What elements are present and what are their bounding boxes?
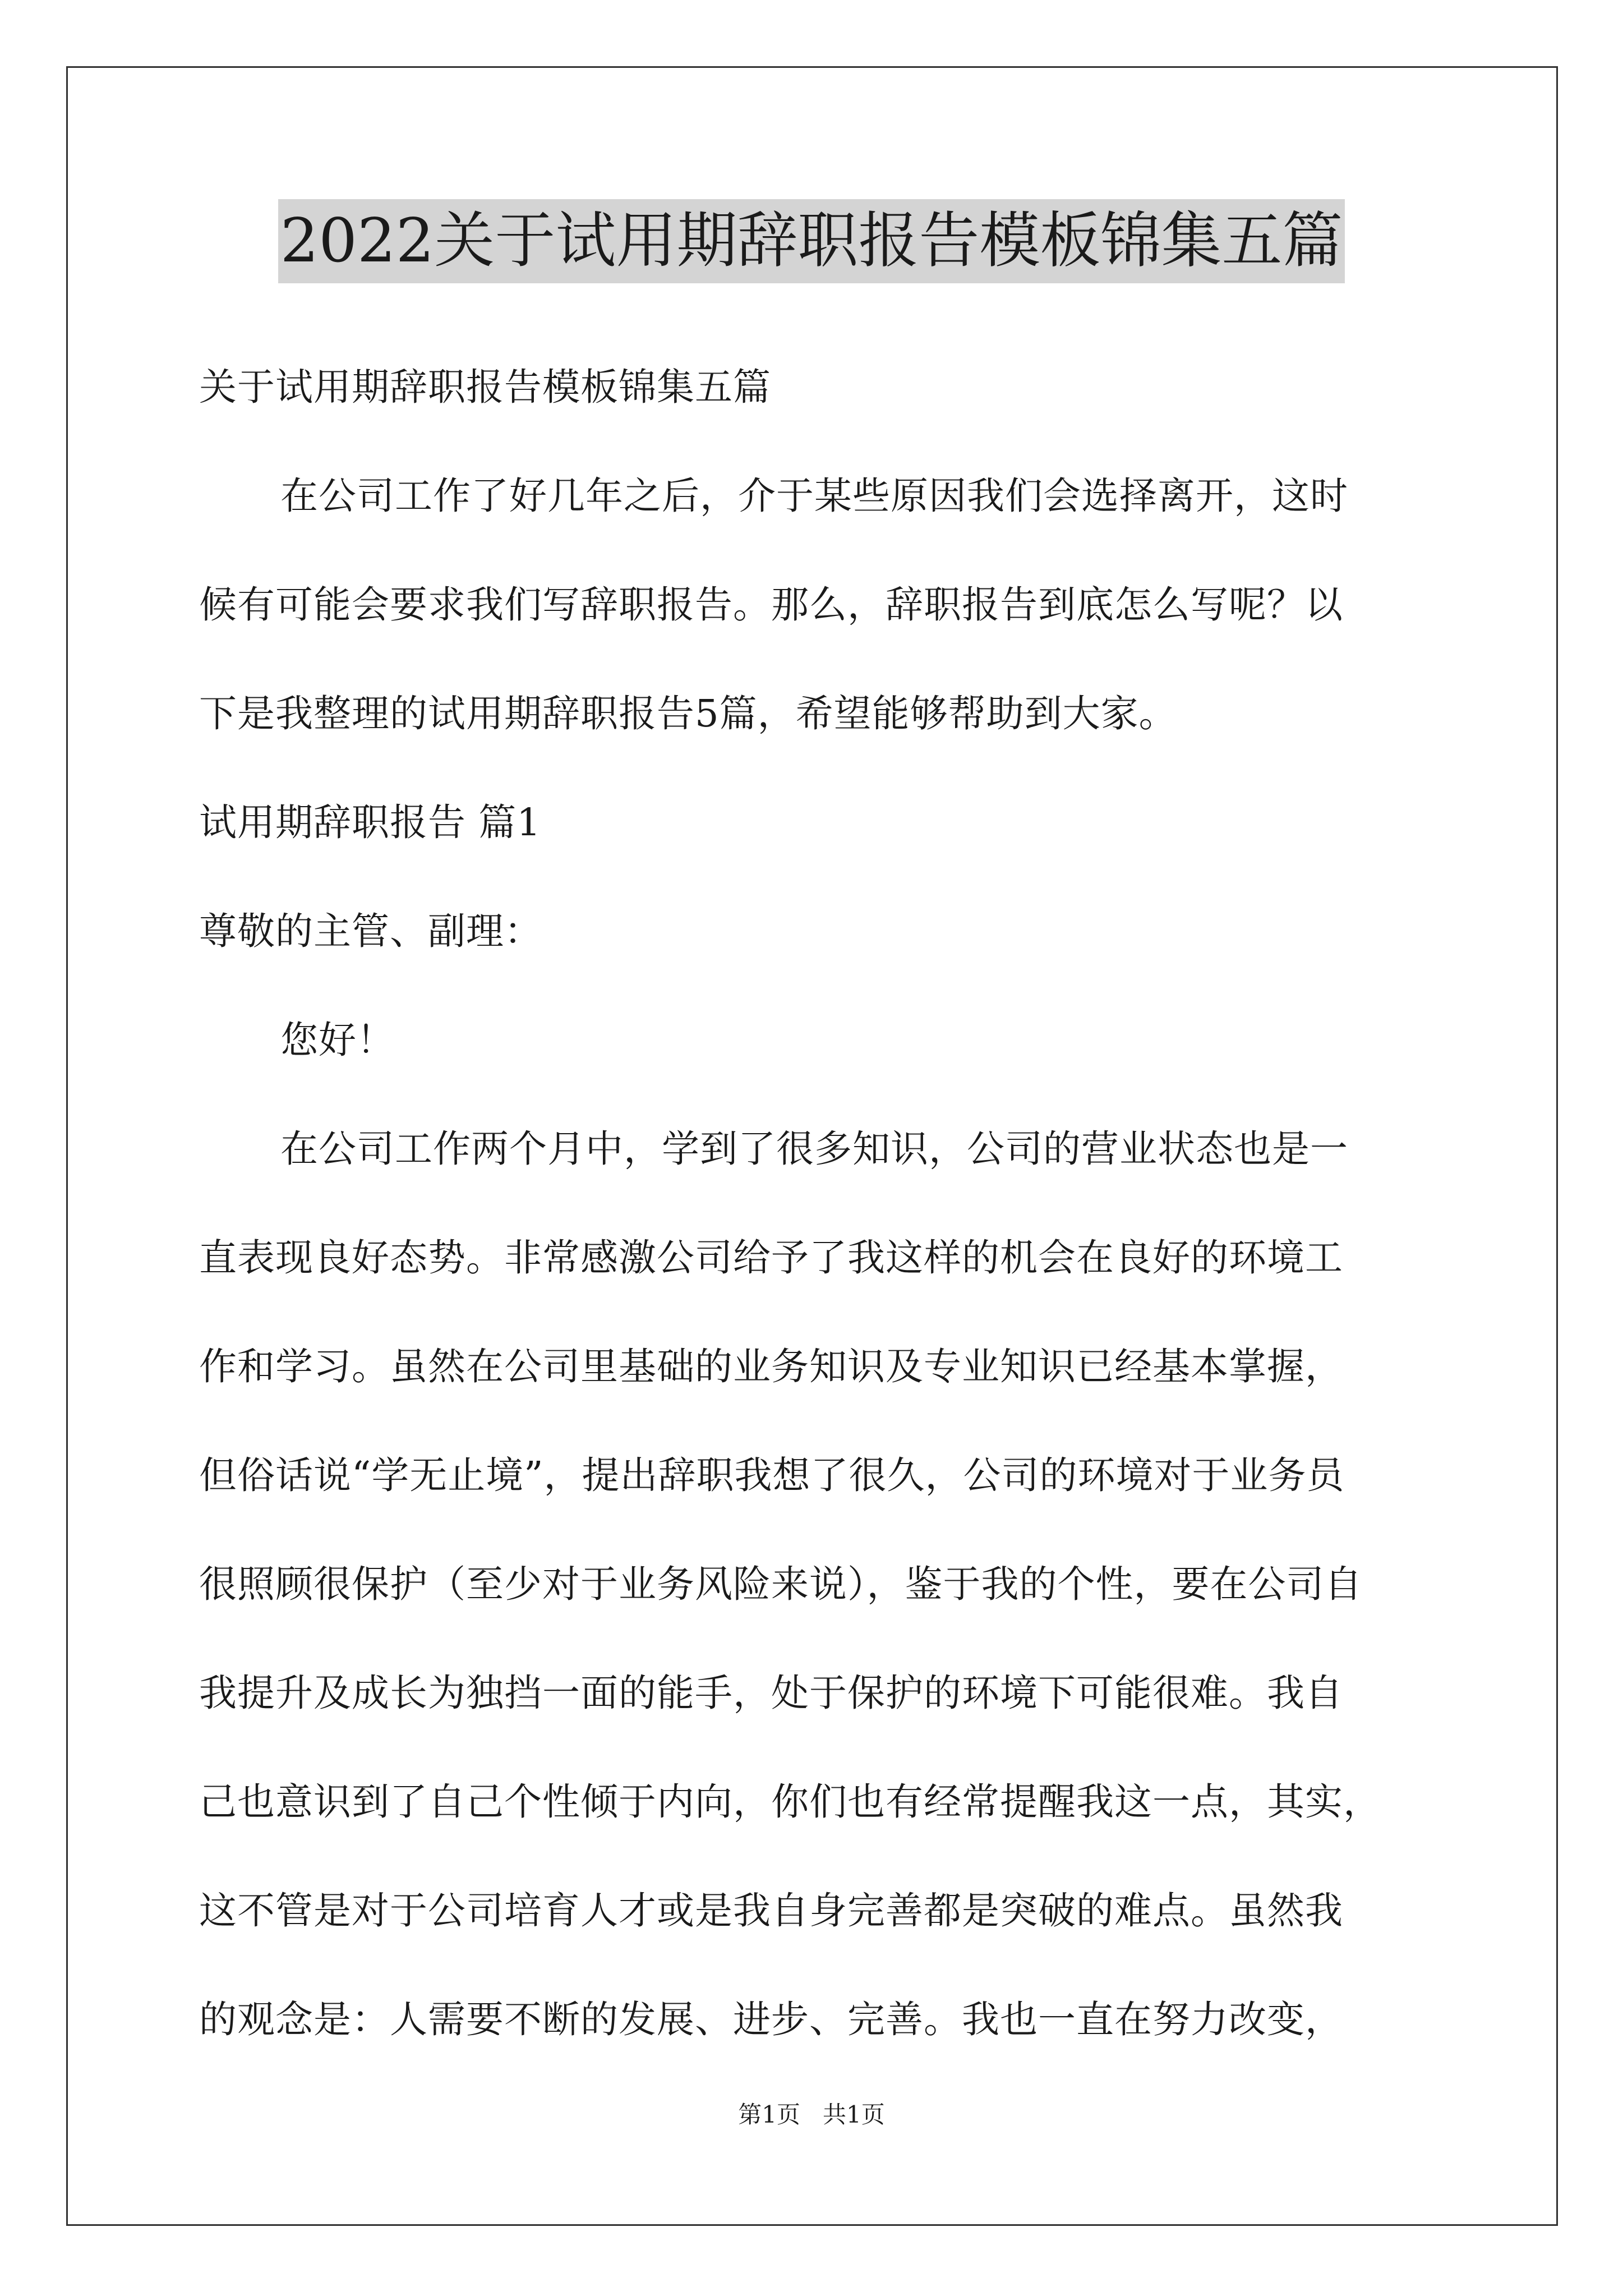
paragraph-line: 候有可能会要求我们写辞职报告。那么，辞职报告到底怎么写呢？以 <box>199 583 1343 627</box>
paragraph-line: 我提升及成长为独挡一面的能手，处于保护的环境下可能很难。我自 <box>199 1671 1343 1715</box>
paragraph-line: 这不管是对于公司培育人才或是我自身完善都是突破的难点。虽然我 <box>199 1889 1343 1932</box>
paragraph-line: 直表现良好态势。非常感激公司给予了我这样的机会在良好的环境工 <box>199 1236 1343 1280</box>
paragraph-line: 的观念是：人需要不断的发展、进步、完善。我也一直在努力改变， <box>199 1998 1343 2041</box>
paragraph-line: 己也意识到了自己个性倾于内向，你们也有经常提醒我这一点，其实， <box>199 1780 1381 1824</box>
paragraph-line: 在公司工作两个月中，学到了很多知识，公司的营业状态也是一 <box>280 1127 1348 1171</box>
title-text: 2022关于试用期辞职报告模板锦集五篇 <box>278 199 1345 283</box>
section-heading: 试用期辞职报告 篇1 <box>199 800 541 844</box>
paragraph-line: 很照顾很保护（至少对于业务风险来说），鉴于我的个性，要在公司自 <box>199 1562 1363 1606</box>
paragraph-line: 但俗话说“学无止境”，提出辞职我想了很久，公司的环境对于业务员 <box>199 1453 1345 1497</box>
document-title <box>0 199 1623 283</box>
paragraph-line: 下是我整理的试用期辞职报告5篇，希望能够帮助到大家。 <box>199 692 1177 735</box>
greeting-line: 您好！ <box>280 1018 395 1062</box>
paragraph-line: 作和学习。虽然在公司里基础的业务知识及专业知识已经基本掌握， <box>199 1345 1343 1388</box>
subtitle-line: 关于试用期辞职报告模板锦集五篇 <box>199 365 771 409</box>
paragraph-line: 在公司工作了好几年之后，介于某些原因我们会选择离开，这时 <box>280 474 1348 518</box>
salutation-line: 尊敬的主管、副理： <box>199 909 542 953</box>
page-footer: 第1页 共1页 <box>738 2101 885 2128</box>
